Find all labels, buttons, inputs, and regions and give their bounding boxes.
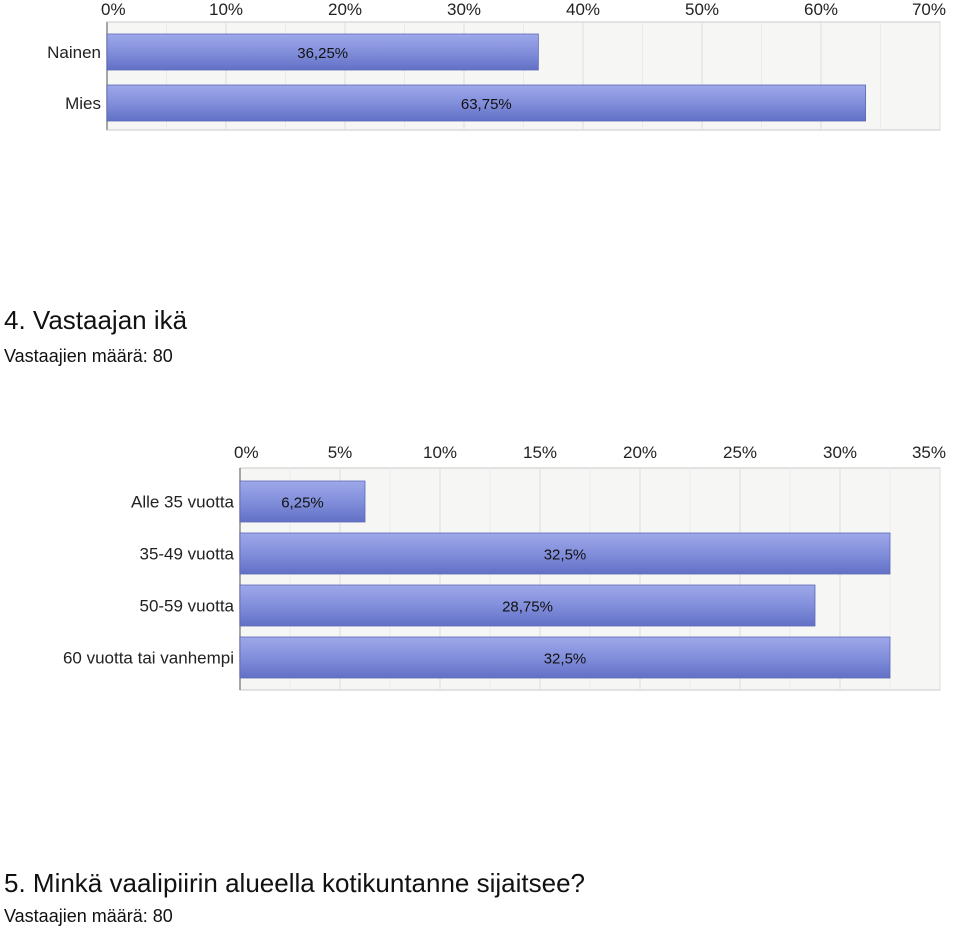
gender-bar-chart xyxy=(0,0,960,140)
value-label: 32,5% xyxy=(543,650,587,668)
x-tick-label: 40% xyxy=(565,0,601,19)
value-label: 6,25% xyxy=(281,494,324,512)
x-tick-label: 25% xyxy=(722,443,758,462)
category-label: 60 vuotta tai vanhempi xyxy=(62,648,234,668)
x-tick-label: 20% xyxy=(622,443,658,462)
x-tick-label: 30% xyxy=(822,443,858,462)
x-tick-label: 15% xyxy=(522,443,558,462)
category-label: Alle 35 vuotta xyxy=(130,492,234,512)
value-label: 36,25% xyxy=(297,45,349,62)
category-label: 35-49 vuotta xyxy=(139,544,234,564)
x-tick-label: 35% xyxy=(911,443,946,462)
x-tick-label: 50% xyxy=(684,0,720,19)
question-5-title: 5. Minkä vaalipiirin alueella kotikuntanne sijaitsee? xyxy=(4,868,586,898)
age-bar-chart xyxy=(0,430,960,700)
x-tick-label: 30% xyxy=(446,0,482,19)
value-label: 28,75% xyxy=(502,598,553,616)
x-tick-label: 10% xyxy=(208,0,244,19)
value-label: 32,5% xyxy=(543,546,587,564)
x-tick-label: 60% xyxy=(803,0,839,19)
question-4-respondent-count: Vastaajien määrä: 80 xyxy=(4,346,173,366)
question-4-title: 4. Vastaajan ikä xyxy=(4,305,188,335)
question-5-respondent-count: Vastaajien määrä: 80 xyxy=(4,906,173,926)
category-label: Mies xyxy=(65,94,101,113)
x-tick-label: 20% xyxy=(327,0,363,19)
x-tick-label: 5% xyxy=(327,443,353,462)
x-tick-label: 0% xyxy=(234,443,259,462)
x-tick-label: 70% xyxy=(911,0,946,19)
category-label: 50-59 vuotta xyxy=(139,596,234,616)
value-label: 63,75% xyxy=(460,96,512,113)
category-label: Nainen xyxy=(47,43,101,62)
x-tick-label: 0% xyxy=(101,0,126,19)
x-tick-label: 10% xyxy=(422,443,458,462)
